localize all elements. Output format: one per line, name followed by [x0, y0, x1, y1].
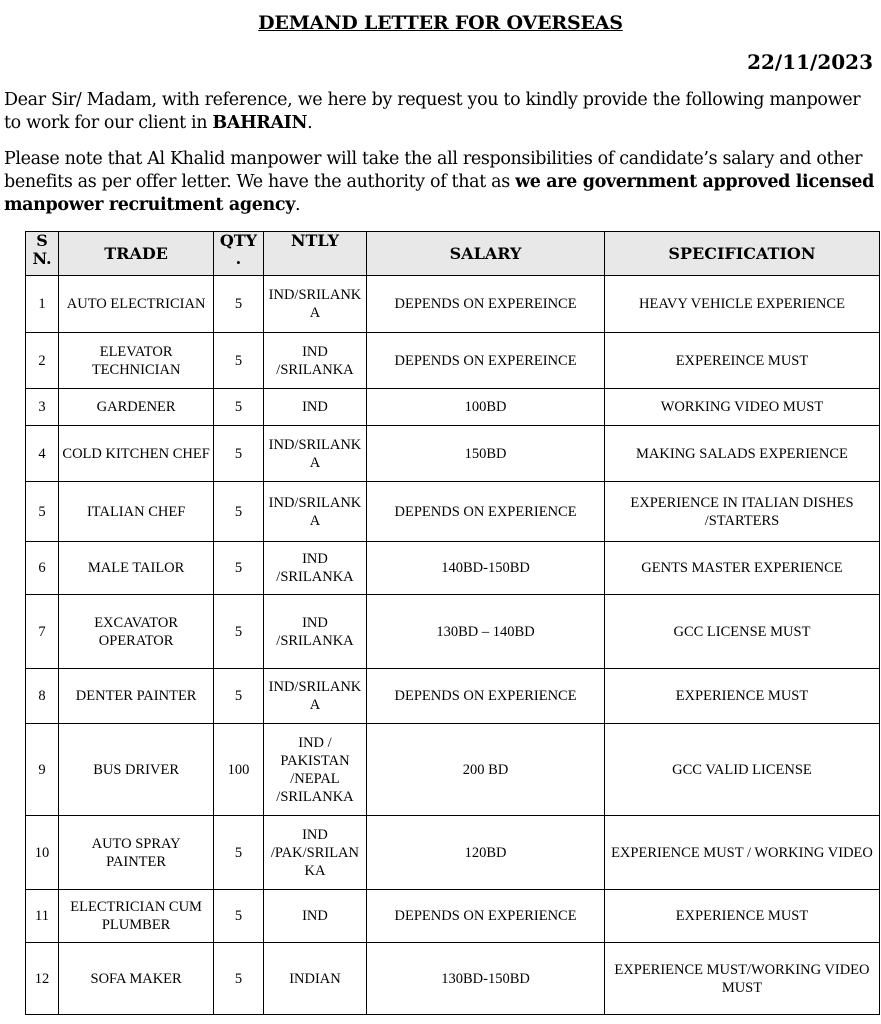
intro-paragraph [4, 89, 876, 135]
cell-ntly: IND /SRILANKA [263, 595, 366, 669]
responsibility-text: Please note that Al Khalid manpower will take the all responsibilities of candidate’s salary and other benefits as per offer letter. We have the authority of that as [4, 149, 863, 192]
cell-sn: 9 [26, 724, 59, 816]
cell-qty: 5 [214, 943, 264, 1015]
cell-salary: 130BD – 140BD [367, 595, 605, 669]
cell-ntly: IND / PAKISTAN /NEPAL /SRILANKA [263, 724, 366, 816]
cell-salary: DEPENDS ON EXPERIENCE [367, 482, 605, 542]
table-row [26, 276, 880, 333]
cell-trade: BUS DRIVER [59, 724, 214, 816]
cell-ntly: IND /SRILANKA [263, 542, 366, 595]
cell-trade: COLD KITCHEN CHEF [59, 426, 214, 482]
cell-sn: 2 [26, 333, 59, 389]
cell-spec: EXPERIENCE MUST [604, 890, 879, 943]
table-row [26, 595, 880, 669]
cell-trade: ELECTRICIAN CUM PLUMBER [59, 890, 214, 943]
cell-qty: 5 [214, 816, 264, 890]
cell-trade: DENTER PAINTER [59, 669, 214, 724]
cell-ntly: INDIAN [263, 943, 366, 1015]
cell-ntly: IND [263, 890, 366, 943]
cell-sn: 7 [26, 595, 59, 669]
cell-trade: ELEVATOR TECHNICIAN [59, 333, 214, 389]
cell-salary: DEPENDS ON EXPERIENCE [367, 669, 605, 724]
letter-date: 22/11/2023 [747, 50, 873, 74]
header-spec: SPECIFICATION [604, 232, 879, 276]
table-row [26, 542, 880, 595]
table-row [26, 669, 880, 724]
table-row [26, 890, 880, 943]
header-qty: QTY . [214, 232, 264, 276]
cell-ntly: IND [263, 389, 366, 426]
cell-sn: 8 [26, 669, 59, 724]
table-header-row [26, 232, 880, 276]
cell-ntly: IND/SRILANKA [263, 482, 366, 542]
table-row [26, 943, 880, 1015]
cell-spec: HEAVY VEHICLE EXPERIENCE [604, 276, 879, 333]
letter-title: DEMAND LETTER FOR OVERSEAS [258, 12, 623, 34]
table-row [26, 333, 880, 389]
table-row [26, 724, 880, 816]
cell-sn: 4 [26, 426, 59, 482]
cell-spec: GCC VALID LICENSE [604, 724, 879, 816]
cell-ntly: IND/SRILANKA [263, 426, 366, 482]
cell-spec: EXPEREINCE MUST [604, 333, 879, 389]
cell-ntly: IND/SRILANKA [263, 276, 366, 333]
cell-spec: GENTS MASTER EXPERIENCE [604, 542, 879, 595]
cell-qty: 5 [214, 482, 264, 542]
cell-qty: 5 [214, 389, 264, 426]
cell-spec: MAKING SALADS EXPERIENCE [604, 426, 879, 482]
cell-spec: EXPERIENCE MUST/WORKING VIDEO MUST [604, 943, 879, 1015]
table-row [26, 482, 880, 542]
cell-spec: WORKING VIDEO MUST [604, 389, 879, 426]
cell-qty: 5 [214, 669, 264, 724]
cell-salary: 150BD [367, 426, 605, 482]
cell-trade: EXCAVATOR OPERATOR [59, 595, 214, 669]
cell-salary: DEPENDS ON EXPERIENCE [367, 890, 605, 943]
cell-ntly: IND /SRILANKA [263, 333, 366, 389]
cell-sn: 10 [26, 816, 59, 890]
cell-qty: 5 [214, 542, 264, 595]
cell-qty: 5 [214, 890, 264, 943]
cell-salary: 200 BD [367, 724, 605, 816]
header-ntly: NTLY [263, 232, 366, 276]
cell-sn: 12 [26, 943, 59, 1015]
table-row [26, 426, 880, 482]
cell-qty: 5 [214, 426, 264, 482]
header-salary: SALARY [367, 232, 605, 276]
cell-sn: 5 [26, 482, 59, 542]
cell-trade: SOFA MAKER [59, 943, 214, 1015]
cell-spec: EXPERIENCE MUST / WORKING VIDEO [604, 816, 879, 890]
cell-salary: DEPENDS ON EXPEREINCE [367, 276, 605, 333]
cell-salary: DEPENDS ON EXPEREINCE [367, 333, 605, 389]
cell-sn: 3 [26, 389, 59, 426]
cell-salary: 100BD [367, 389, 605, 426]
cell-trade: MALE TAILOR [59, 542, 214, 595]
cell-salary: 140BD-150BD [367, 542, 605, 595]
header-sn: S N. [26, 232, 59, 276]
cell-qty: 100 [214, 724, 264, 816]
cell-salary: 120BD [367, 816, 605, 890]
table-row [26, 816, 880, 890]
cell-trade: ITALIAN CHEF [59, 482, 214, 542]
responsibility-end: . [295, 195, 301, 215]
cell-spec: EXPERIENCE MUST [604, 669, 879, 724]
intro-end: . [307, 113, 313, 133]
responsibility-paragraph [4, 148, 876, 217]
cell-qty: 5 [214, 595, 264, 669]
cell-spec: GCC LICENSE MUST [604, 595, 879, 669]
cell-ntly: IND/SRILANKA [263, 669, 366, 724]
manpower-table [25, 231, 880, 1015]
cell-qty: 5 [214, 333, 264, 389]
cell-trade: AUTO SPRAY PAINTER [59, 816, 214, 890]
cell-salary: 130BD-150BD [367, 943, 605, 1015]
cell-qty: 5 [214, 276, 264, 333]
responsibility-bold: we are government approved licensed manpower recruitment agency [4, 172, 874, 215]
cell-spec: EXPERIENCE IN ITALIAN DISHES /STARTERS [604, 482, 879, 542]
cell-trade: AUTO ELECTRICIAN [59, 276, 214, 333]
cell-trade: GARDENER [59, 389, 214, 426]
cell-ntly: IND /PAK/SRILANKA [263, 816, 366, 890]
cell-sn: 1 [26, 276, 59, 333]
intro-text: Dear Sir/ Madam, with reference, we here by request you to kindly provide the following manpower to work for our client in [4, 90, 861, 133]
header-trade: TRADE [59, 232, 214, 276]
intro-country: BAHRAIN [212, 113, 308, 133]
table-row [26, 389, 880, 426]
cell-sn: 6 [26, 542, 59, 595]
cell-sn: 11 [26, 890, 59, 943]
